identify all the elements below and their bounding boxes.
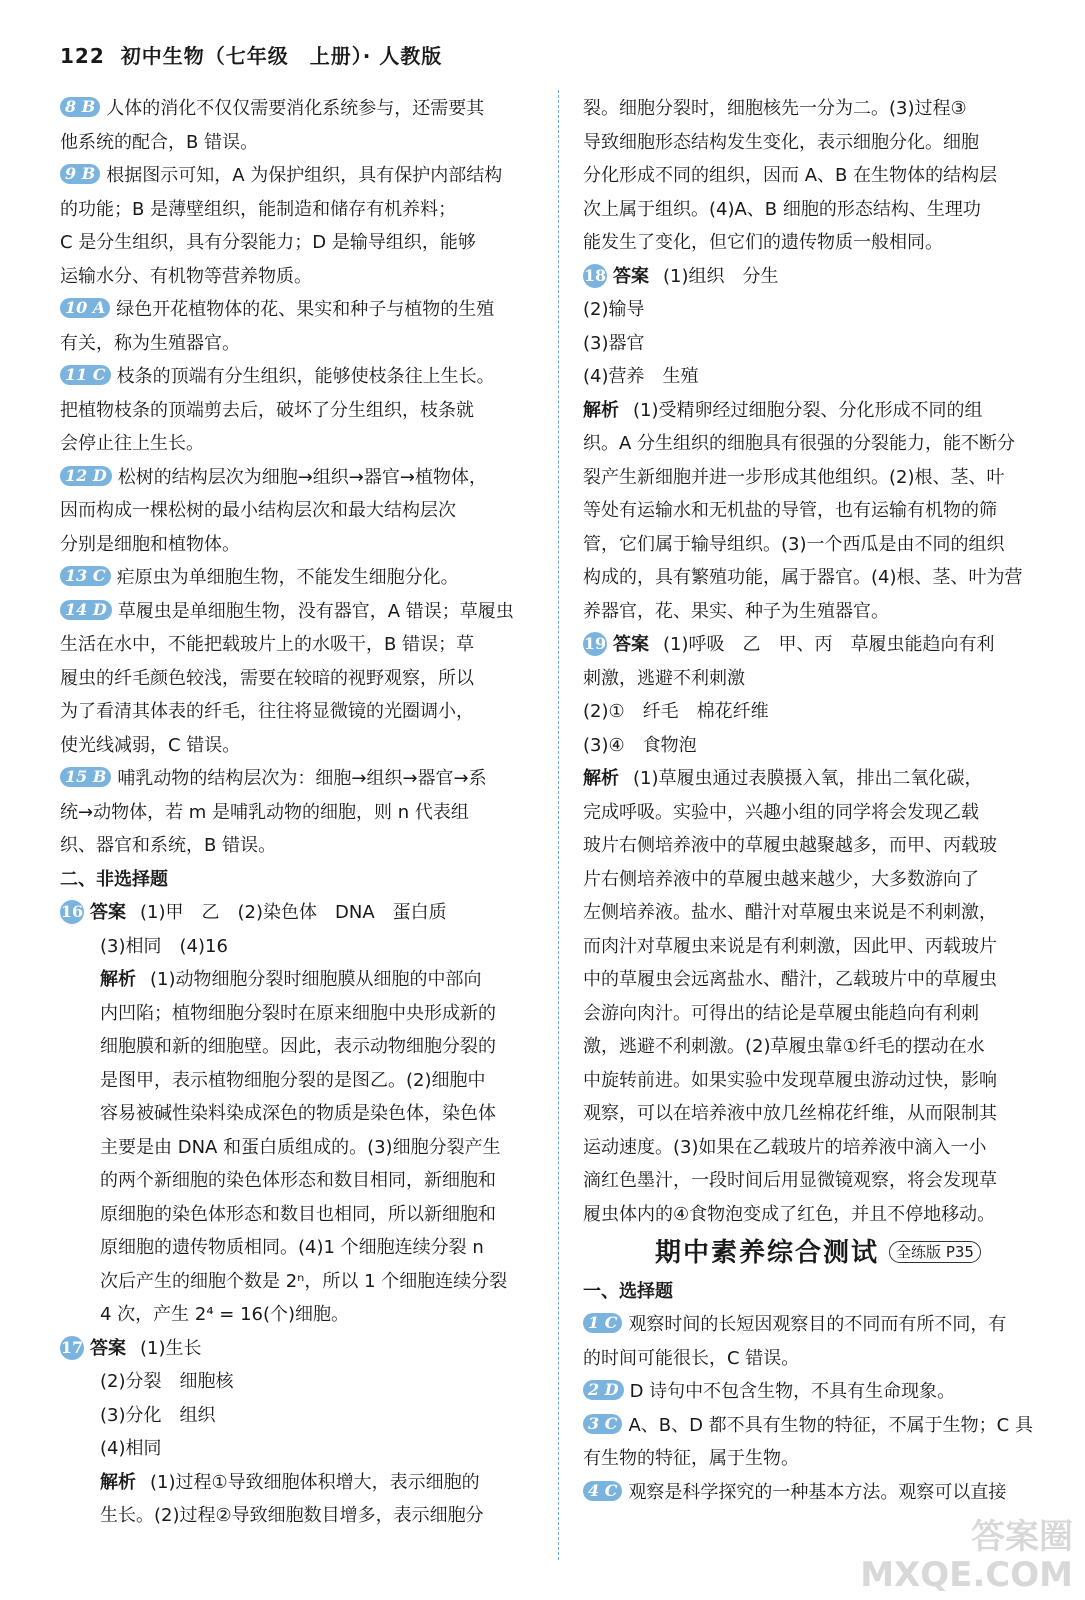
analysis-text: 会游向肉汁。可得出的结论是草履虫能趋向有利刺 — [583, 1002, 979, 1024]
analysis-text: 内凹陷；植物细胞分裂时在原来细胞中央形成新的 — [100, 1002, 496, 1024]
answer-badge: 2 D — [583, 1380, 624, 1400]
item-text: 的功能；B 是薄壁组织，能制造和储存有机养料； — [60, 198, 457, 220]
analysis-text: 玻片右侧培养液中的草履虫越聚越多，而甲、丙载玻 — [583, 835, 997, 856]
item-text: 草履虫是单细胞生物，没有器官，A 错误；草履虫 — [117, 600, 514, 622]
analysis-text: 而肉汁对草履虫来说是有利刺激，因此甲、丙载玻片 — [583, 935, 997, 957]
watermark-text: 答案圈 — [971, 1517, 1073, 1557]
item-text: 绿色开花植物体的花、果实和种子与植物的生殖 — [116, 299, 495, 320]
item-text: 把植物枝条的顶端剪去后，破坏了分生组织，枝条就 — [60, 399, 474, 421]
answer-text: (1)组织 分生 — [663, 265, 779, 287]
item-text: 的时间可能很长，C 错误。 — [583, 1347, 800, 1369]
answer-item-13 — [60, 561, 530, 595]
analysis-label: 解析 — [100, 969, 136, 990]
item-text: 松树的结构层次为细胞→组织→器官→植物体， — [117, 466, 487, 488]
question-number: 19 — [583, 632, 607, 656]
section-heading: 一、选择题 — [583, 1280, 673, 1302]
answer-item-3 — [583, 1409, 1053, 1476]
analysis-label: 解析 — [583, 399, 619, 421]
page-number: 122 — [60, 44, 105, 68]
question-19 — [583, 628, 1053, 1231]
page-header — [60, 40, 442, 69]
item-text: 他系统的配合，B 错误。 — [60, 131, 259, 153]
answer-item-14 — [60, 595, 530, 763]
analysis-text: 滴红色墨汁，一段时间后用显微镜观察，将会发现草 — [583, 1170, 997, 1191]
left-column — [60, 92, 530, 1533]
answer-item-9 — [60, 159, 530, 293]
answer-badge: 10 A — [60, 298, 110, 318]
item-text: 有生物的特征，属于生物。 — [583, 1448, 799, 1469]
item-text: 运输水分、有机物等营养物质。 — [60, 265, 312, 287]
answer-item-10 — [60, 293, 530, 360]
question-18 — [583, 260, 1053, 629]
analysis-text: (1)动物细胞分裂时细胞膜从细胞的中部向 — [150, 969, 482, 990]
analysis-text: 主要是由 DNA 和蛋白质组成的。(3)细胞分裂产生 — [100, 1136, 501, 1158]
answer-item-4 — [583, 1476, 1053, 1510]
analysis-text: 次后产生的细胞个数是 2ⁿ，所以 1 个细胞连续分裂 — [100, 1270, 508, 1292]
item-text: 织、器官和系统，B 错误。 — [60, 835, 277, 856]
answer-label: 答案 — [90, 902, 126, 923]
item-text: 为了看清其体表的纤毛，往往将显微镜的光圈调小， — [60, 701, 474, 722]
analysis-text: 管，它们属于输导组织。(3)一个西瓜是由不同的组织 — [583, 533, 1005, 555]
right-column — [583, 92, 1053, 1509]
test-title: 期中素养综合测试 — [655, 1238, 880, 1268]
analysis-text: (1)草履虫通过表膜摄入氧，排出二氧化碳， — [633, 768, 983, 789]
analysis-text: 容易被碱性染料染成深色的物质是染色体，染色体 — [100, 1103, 496, 1124]
item-text: 根据图示可知，A 为保护组织，具有保护内部结构 — [106, 165, 503, 186]
question-17 — [60, 1332, 530, 1533]
book-title: 初中生物（七年级 上册）· 人教版 — [120, 44, 443, 68]
analysis-text: 次上属于组织。(4)A、B 细胞的形态结构、生理功 — [583, 198, 981, 220]
item-text: 有关，称为生殖器官。 — [60, 332, 240, 354]
section-heading: 二、非选择题 — [60, 868, 168, 890]
answer-text: (1)呼吸 乙 甲、丙 草履虫能趋向有利 — [663, 634, 995, 655]
left-choice-items — [60, 92, 530, 863]
analysis-text: (1)过程①导致细胞体积增大，表示细胞的 — [150, 1471, 480, 1493]
answer-item-1 — [583, 1308, 1053, 1375]
item-text: C 是分生组织，具有分裂能力；D 是输导组织，能够 — [60, 232, 476, 253]
answer-badge: 8 B — [60, 97, 100, 117]
right-choice-items — [583, 1308, 1053, 1509]
item-text: 哺乳动物的结构层次为：细胞→组织→器官→系 — [117, 768, 487, 789]
analysis-text: 原细胞的遗传物质相同。(4)1 个细胞连续分裂 n — [100, 1237, 484, 1258]
analysis-text: 织。A 分生组织的细胞具有很强的分裂能力，能不断分 — [583, 433, 1016, 454]
item-text: 观察时间的长短因观察目的不同而有所不同，有 — [628, 1314, 1007, 1335]
item-text: 分别是细胞和植物体。 — [60, 533, 240, 555]
analysis-text: 是图甲，表示植物细胞分裂的是图乙。(2)细胞中 — [100, 1069, 486, 1091]
answer-text: (3)分化 组织 — [100, 1404, 216, 1426]
item-text: 因而构成一棵松树的最小结构层次和最大结构层次 — [60, 500, 456, 521]
answer-text: (1)生长 — [140, 1337, 202, 1359]
analysis-text: 生长。(2)过程②导致细胞数目增多，表示细胞分 — [100, 1505, 484, 1526]
analysis-text: (1)受精卵经过细胞分裂、分化形成不同的组 — [633, 399, 983, 421]
answer-label: 答案 — [613, 634, 649, 655]
analysis-text: 完成呼吸。实验中，兴趣小组的同学将会发现乙载 — [583, 801, 979, 823]
answer-item-15 — [60, 762, 530, 863]
item-text: A、B、D 都不具有生物的特征，不属于生物；C 具 — [628, 1414, 1033, 1436]
item-text: 观察是科学探究的一种基本方法。观察可以直接 — [628, 1481, 1007, 1503]
answer-badge: 11 C — [60, 365, 111, 385]
question-number: 16 — [60, 900, 84, 924]
page-reference-badge: 全练版 P35 — [889, 1241, 981, 1263]
item-text: 履虫的纤毛颜色较浅，需要在较暗的视野观察，所以 — [60, 667, 474, 689]
analysis-text: 原细胞的染色体形态和数目也相同，所以新细胞和 — [100, 1203, 496, 1225]
analysis-text: 构成的，具有繁殖功能，属于器官。(4)根、茎、叶为营 — [583, 567, 1023, 588]
analysis-text: 细胞膜和新的细胞壁。因此，表示动物细胞分裂的 — [100, 1036, 496, 1057]
analysis-text: 分化形成不同的组织，因而 A、B 在生物体的结构层 — [583, 165, 998, 186]
answer-text: (2)分裂 细胞核 — [100, 1371, 234, 1392]
answer-text: (3)器官 — [583, 332, 645, 354]
item-text: 疟原虫为单细胞生物，不能发生细胞分化。 — [116, 567, 459, 588]
analysis-text: 4 次，产生 2⁴ = 16(个)细胞。 — [100, 1304, 350, 1325]
analysis-text: 养器官，花、果实、种子为生殖器官。 — [583, 600, 889, 622]
test-title-row — [583, 1237, 1053, 1273]
answer-badge: 1 C — [583, 1313, 622, 1333]
analysis-label: 解析 — [583, 768, 619, 789]
answer-text: (1)甲 乙 (2)染色体 DNA 蛋白质 — [140, 902, 447, 923]
answer-text: (3)④ 食物泡 — [583, 734, 697, 756]
answer-text: (2)① 纤毛 棉花纤维 — [583, 701, 769, 722]
answer-text: (3)相同 (4)16 — [100, 935, 228, 957]
analysis-text: 履虫体内的④食物泡变成了红色，并且不停地移动。 — [583, 1203, 996, 1225]
answer-text: 刺激，逃避不利刺激 — [583, 667, 745, 689]
item-text: 使光线减弱，C 错误。 — [60, 734, 241, 756]
item-text: 人体的消化不仅仅需要消化系统参与，还需要其 — [106, 98, 485, 119]
answer-badge: 3 C — [583, 1414, 622, 1434]
analysis-text: 裂。细胞分裂时，细胞核先一分为二。(3)过程③ — [583, 98, 967, 119]
answer-item-12 — [60, 461, 530, 562]
analysis-label: 解析 — [100, 1471, 136, 1493]
question-number: 17 — [60, 1336, 84, 1360]
analysis-text: 左侧培养液。盐水、醋汁对草履虫来说是不利刺激， — [583, 902, 997, 923]
watermark-url: MXQE.COM — [860, 1555, 1073, 1595]
answer-badge: 4 C — [583, 1481, 622, 1501]
answer-text: (2)输导 — [583, 299, 645, 320]
item-text: 会停止往上生长。 — [60, 433, 204, 454]
analysis-text: 等处有运输水和无机盐的导管，也有运输有机物的筛 — [583, 500, 997, 521]
question-16 — [60, 896, 530, 1332]
question-17-continued — [583, 92, 1053, 260]
analysis-text: 片右侧培养液中的草履虫越来越少，大多数游向了 — [583, 868, 979, 890]
analysis-text: 的两个新细胞的染色体形态和数目相同，新细胞和 — [100, 1170, 496, 1191]
watermark-logo — [860, 1518, 1073, 1594]
answer-badge: 9 B — [60, 164, 100, 184]
answer-label: 答案 — [613, 265, 649, 287]
analysis-text: 中的草履虫会远离盐水、醋汁，乙载玻片中的草履虫 — [583, 969, 997, 990]
answer-label: 答案 — [90, 1337, 126, 1359]
item-text: D 诗句中不包含生物，不具有生命现象。 — [629, 1381, 956, 1402]
answer-badge: 15 B — [60, 767, 111, 787]
answer-badge: 12 D — [60, 466, 112, 486]
column-divider — [558, 90, 559, 1560]
analysis-text: 激，逃避不利刺激。(2)草履虫靠①纤毛的摆动在水 — [583, 1036, 985, 1057]
question-number: 18 — [583, 264, 607, 288]
analysis-text: 能发生了变化，但它们的遗传物质一般相同。 — [583, 232, 943, 253]
item-text: 枝条的顶端有分生组织，能够使枝条往上生长。 — [116, 366, 495, 387]
answer-item-8 — [60, 92, 530, 159]
item-text: 统→动物体，若 m 是哺乳动物的细胞，则 n 代表组 — [60, 801, 469, 823]
item-text: 生活在水中，不能把载玻片上的水吸干，B 错误；草 — [60, 634, 475, 655]
answer-item-2 — [583, 1375, 1053, 1409]
answer-badge: 14 D — [60, 600, 112, 620]
analysis-text: 观察，可以在培养液中放几丝棉花纤维，从而限制其 — [583, 1103, 997, 1124]
analysis-text: 裂产生新细胞并进一步形成其他组织。(2)根、茎、叶 — [583, 466, 1005, 488]
answer-text: (4)营养 生殖 — [583, 366, 699, 387]
answer-text: (4)相同 — [100, 1438, 162, 1459]
answer-item-11 — [60, 360, 530, 461]
answer-badge: 13 C — [60, 566, 111, 586]
analysis-text: 运动速度。(3)如果在乙载玻片的培养液中滴入一小 — [583, 1136, 987, 1158]
analysis-text: 中旋转前进。如果实验中发现草履虫游动过快，影响 — [583, 1069, 997, 1091]
analysis-text: 导致细胞形态结构发生变化，表示细胞分化。细胞 — [583, 131, 979, 153]
